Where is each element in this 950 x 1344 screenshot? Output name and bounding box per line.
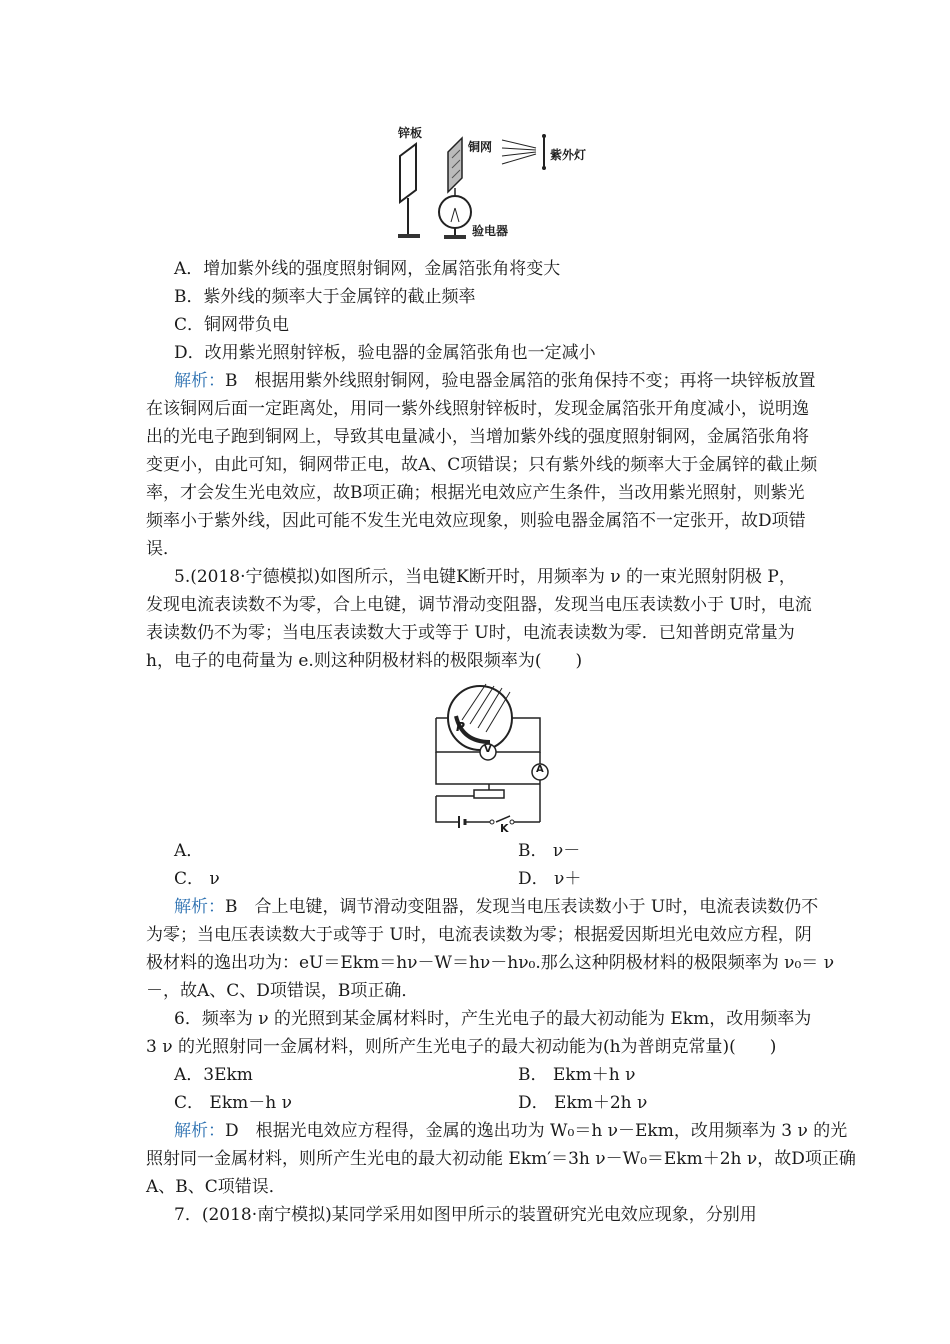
zinc-plate-shape — [400, 144, 416, 202]
ammeter-label: A — [536, 764, 544, 775]
q4-analysis-line: 频率小于紫外线，因此可能不发生光电效应现象，则验电器金属箔不一定张开，故D项错 — [146, 511, 806, 531]
q4-analysis-line: 出的光电子跑到铜网上，导致其电量减小，当增加紫外线的强度照射铜网，金属箔张角将 — [146, 427, 809, 447]
q5-stem-line: 5.(2018·宁德模拟)如图所示，当电键K断开时，用频率为 ν 的一束光照射阴极 P， — [174, 567, 796, 587]
q4-analysis-line: 率，才会发生光电效应，故B项正确；根据光电效应产生条件，当改用紫光照射，则紫光 — [146, 483, 805, 503]
electroscope-shape — [439, 196, 471, 228]
q6-option-b: B． Ekm＋h ν — [518, 1065, 636, 1085]
q6-option-a: A．3Ekm — [174, 1065, 253, 1085]
q6-analysis-label: 解析： — [174, 1121, 225, 1141]
q4-option-a: A．增加紫外线的强度照射铜网，金属箔张角将变大 — [174, 259, 561, 279]
copper-mesh-label: 铜网 — [468, 140, 493, 154]
q5-option-a: A． — [174, 841, 204, 861]
q5-stem-line: 发现电流表读数不为零，合上电键，调节滑动变阻器，发现当电压表读数小于 U时，电流 — [146, 595, 812, 615]
rheostat-shape — [474, 790, 504, 798]
uv-lamp-label: 紫外灯 — [550, 148, 587, 162]
figure-photoelectric-setup — [360, 118, 600, 246]
q6-option-c: C． Ekm－h ν — [174, 1093, 292, 1113]
q4-option-b: B．紫外线的频率大于金属锌的截止频率 — [174, 287, 476, 307]
q4-analysis-first-line: 解析：B 根据用紫外线照射铜网，验电器金属箔的张角保持不变；再将一块锌板放置 — [174, 371, 816, 391]
q5-analysis-line: 极材料的逸出功为：eU＝Ekm＝hν－W＝hν－hν₀.那么这种阴极材料的极限频率为 ν₀＝ ν — [146, 953, 835, 973]
q5-stem-line: h，电子的电荷量为 e.则这种阴极材料的极限频率为( ) — [146, 651, 583, 671]
q6-option-d: D． Ekm＋2h ν — [518, 1093, 648, 1113]
q6-stem-line: 3 ν 的光照射同一金属材料，则所产生光电子的最大初动能为(h为普朗克常量)( ) — [146, 1037, 777, 1057]
q4-option-d: D．改用紫光照射锌板，验电器的金属箔张角也一定减小 — [174, 343, 596, 363]
zinc-plate-label: 锌板 — [398, 126, 423, 140]
q6-analysis-line: A、B、C项错误． — [146, 1177, 286, 1197]
q4-analysis-line: 在该铜网后面一定距离处，用同一紫外线照射锌板时，发现金属箔张开角度减小，说明逸 — [146, 399, 809, 419]
q6-analysis-first-line: 解析：D 根据光电效应方程得，金属的逸出功为 W₀＝h ν－Ekm，改用频率为 3 ν 的光 — [174, 1121, 848, 1141]
q7-stem-line: 7．(2018·南宁模拟)某同学采用如图甲所示的装置研究光电效应现象，分别用 — [174, 1205, 757, 1225]
q4-analysis-line: 误． — [146, 539, 180, 559]
q6-analysis-line: 照射同一金属材料，则所产生光电的最大初动能 Ekm′＝3h ν－W₀＝Ekm＋2h ν，故D项正确 — [146, 1149, 856, 1169]
q5-option-d: D． ν＋ — [518, 869, 582, 889]
q5-option-b: B． ν－ — [518, 841, 581, 861]
q6-stem-line: 6．频率为 ν 的光照到某金属材料时，产生光电子的最大初动能为 Ekm，改用频率为 — [174, 1009, 812, 1029]
q5-analysis-line: －，故A、C、D项错误，B项正确． — [146, 981, 419, 1001]
q5-stem-line: 表读数仍不为零；当电压表读数大于或等于 U时，电流表读数为零．已知普朗克常量为 — [146, 623, 795, 643]
q4-analysis-label: 解析： — [174, 371, 225, 391]
q4-analysis-line: 变更小，由此可知，铜网带正电，故A、C项错误；只有紫外线的频率大于金属锌的截止频 — [146, 455, 818, 475]
q4-option-c: C．铜网带负电 — [174, 315, 290, 335]
q5-analysis-label: 解析： — [174, 897, 225, 917]
q5-option-c: C． ν — [174, 869, 220, 889]
cathode-label: P — [456, 720, 465, 734]
figure-photoelectric-circuit — [426, 676, 556, 835]
switch-label: K — [500, 822, 509, 835]
electroscope-label: 验电器 — [472, 224, 509, 238]
voltmeter-label: V — [484, 744, 492, 755]
q5-analysis-first-line: 解析：B 合上电键，调节滑动变阻器，发现当电压表读数小于 U时，电流表读数仍不 — [174, 897, 819, 917]
q5-analysis-line: 为零；当电压表读数大于或等于 U时，电流表读数为零；根据爱因斯坦光电效应方程，阴 — [146, 925, 812, 945]
